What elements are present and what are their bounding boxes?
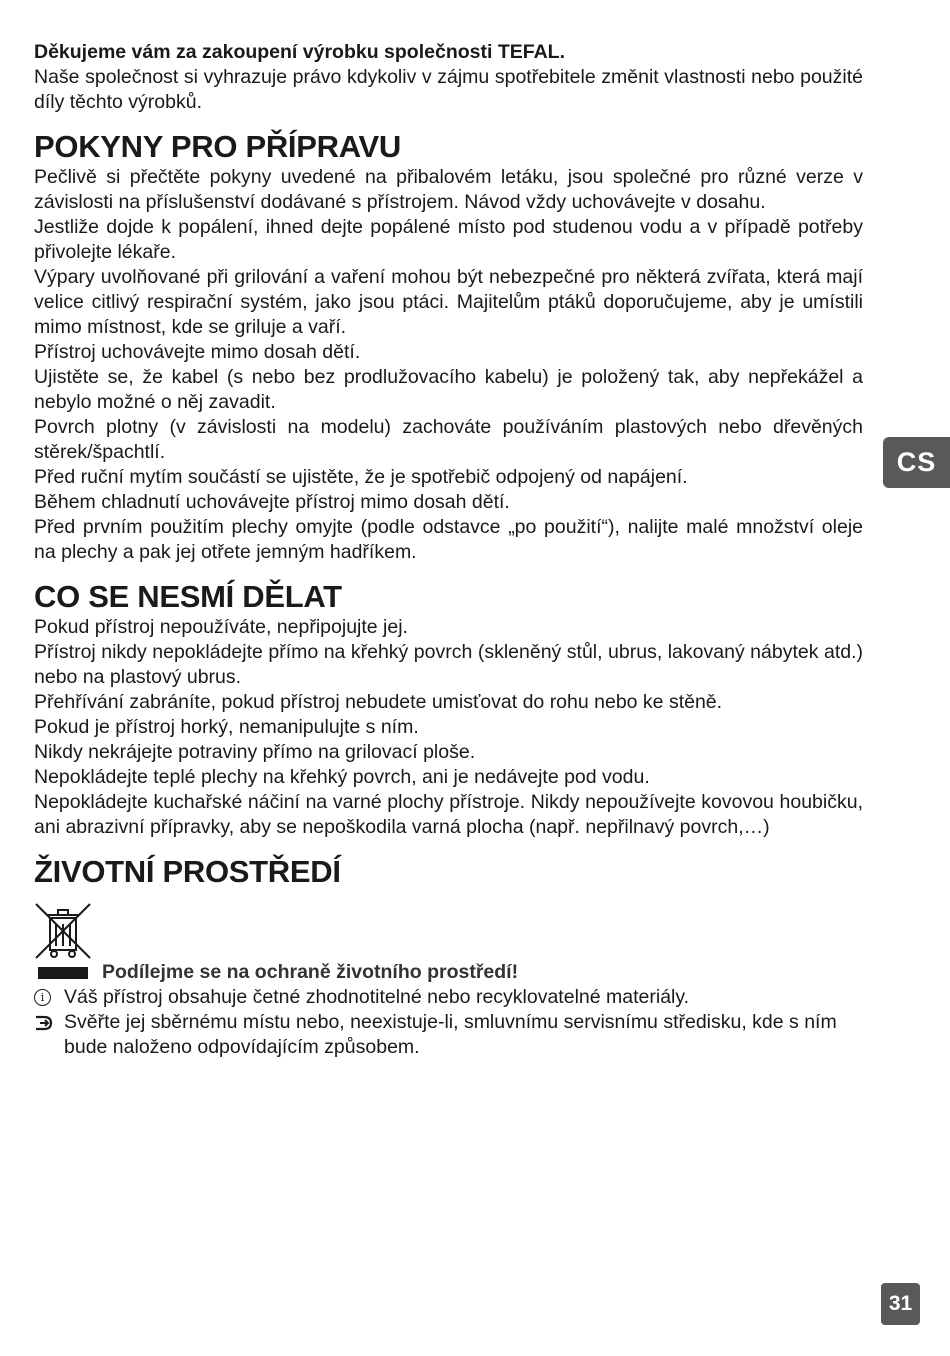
section-title-donts: CO SE NESMÍ DĚLAT: [34, 579, 342, 614]
paragraph: Nepokládejte kuchařské náčiní na varné plochy přístroje. Nikdy nepoužívejte kovovou houbičku, ani abrazivní přípravky, aby se nepoškodila varná plocha (např. nepřilnavý povrch,…): [34, 791, 863, 838]
intro-thanks: Děkujeme vám za zakoupení výrobku společnosti TEFAL.: [34, 41, 565, 63]
share-row: [34, 960, 863, 985]
page-content: [34, 40, 863, 1060]
share-heading: Podílejme se na ochraně životního prostředí!: [102, 961, 519, 983]
paragraph: Během chladnutí uchovávejte přístroj mimo dosah dětí.: [34, 491, 510, 513]
page-number: 31: [881, 1283, 920, 1325]
language-tab: CS: [883, 437, 950, 488]
section-title-preparation: POKYNY PRO PŘÍPRAVU: [34, 129, 401, 164]
paragraph: Před prvním použitím plechy omyjte (podle odstavce „po použití“), nalijte malé množství oleje na plechy a pak jej otřete jemným hadříkem.: [34, 516, 863, 563]
paragraph: Přístroj uchovávejte mimo dosah dětí.: [34, 341, 361, 363]
paragraph: Přehřívání zabráníte, pokud přístroj nebudete umisťovat do rohu nebo ke stěně.: [34, 691, 723, 713]
black-bar: [38, 967, 88, 979]
paragraph: Ujistěte se, že kabel (s nebo bez prodlužovacího kabelu) je položený tak, aby nepřekážel a nebylo možné o něj zavadit.: [34, 366, 863, 413]
paragraph: Výpary uvolňované při grilování a vaření mohou být nebezpečné pro některá zvířata, která mají velice citlivý respirační systém, jako jsou ptáci. Majitelům ptáků doporučujeme, aby je umístili mimo místnost, kde se griluje a vaří.: [34, 266, 863, 338]
paragraph: Jestliže dojde k popálení, ihned dejte popálené místo pod studenou vodu a v případě potřeby přivolejte lékaře.: [34, 216, 863, 263]
list-item: [34, 985, 863, 1010]
paragraph: Povrch plotny (v závislosti na modelu) zachováte používáním plastových nebo dřevěných stěrek/špachtlí.: [34, 416, 863, 463]
paragraph: Nikdy nekrájejte potraviny přímo na grilovací ploše.: [34, 741, 476, 763]
crossed-bin-icon: [34, 902, 92, 960]
bullet-text: Váš přístroj obsahuje četné zhodnotitelné nebo recyklovatelné materiály.: [64, 986, 690, 1008]
bullet-text: Svěřte jej sběrnému místu nebo, neexistuje-li, smluvnímu servisnímu středisku, kde s ním bude naloženo odpovídajícím způsobem.: [64, 1011, 837, 1058]
paragraph: Pokud přístroj nepoužíváte, nepřipojujte jej.: [34, 616, 408, 638]
intro-text: Naše společnost si vyhrazuje právo kdykoliv v zájmu spotřebitele změnit vlastnosti nebo použité díly těchto výrobků.: [34, 66, 863, 113]
arrow-icon: [34, 1010, 64, 1035]
list-item: [34, 1010, 863, 1060]
section-title-environment: ŽIVOTNÍ PROSTŘEDÍ: [34, 854, 341, 889]
paragraph: Před ruční mytím součástí se ujistěte, že je spotřebič odpojený od napájení.: [34, 466, 688, 488]
paragraph: Pečlivě si přečtěte pokyny uvedené na přibalovém letáku, jsou společné pro různé verze v závislosti na příslušenství dodávané s přístrojem. Návod vždy uchovávejte v dosahu.: [34, 166, 863, 213]
paragraph: Nepokládejte teplé plechy na křehký povrch, ani je nedávejte pod vodu.: [34, 766, 650, 788]
info-icon: i: [34, 985, 64, 1010]
paragraph: Přístroj nikdy nepokládejte přímo na křehký povrch (skleněný stůl, ubrus, lakovaný nábytek atd.) nebo na plastový ubrus.: [34, 641, 863, 688]
paragraph: Pokud je přístroj horký, nemanipulujte s ním.: [34, 716, 419, 738]
